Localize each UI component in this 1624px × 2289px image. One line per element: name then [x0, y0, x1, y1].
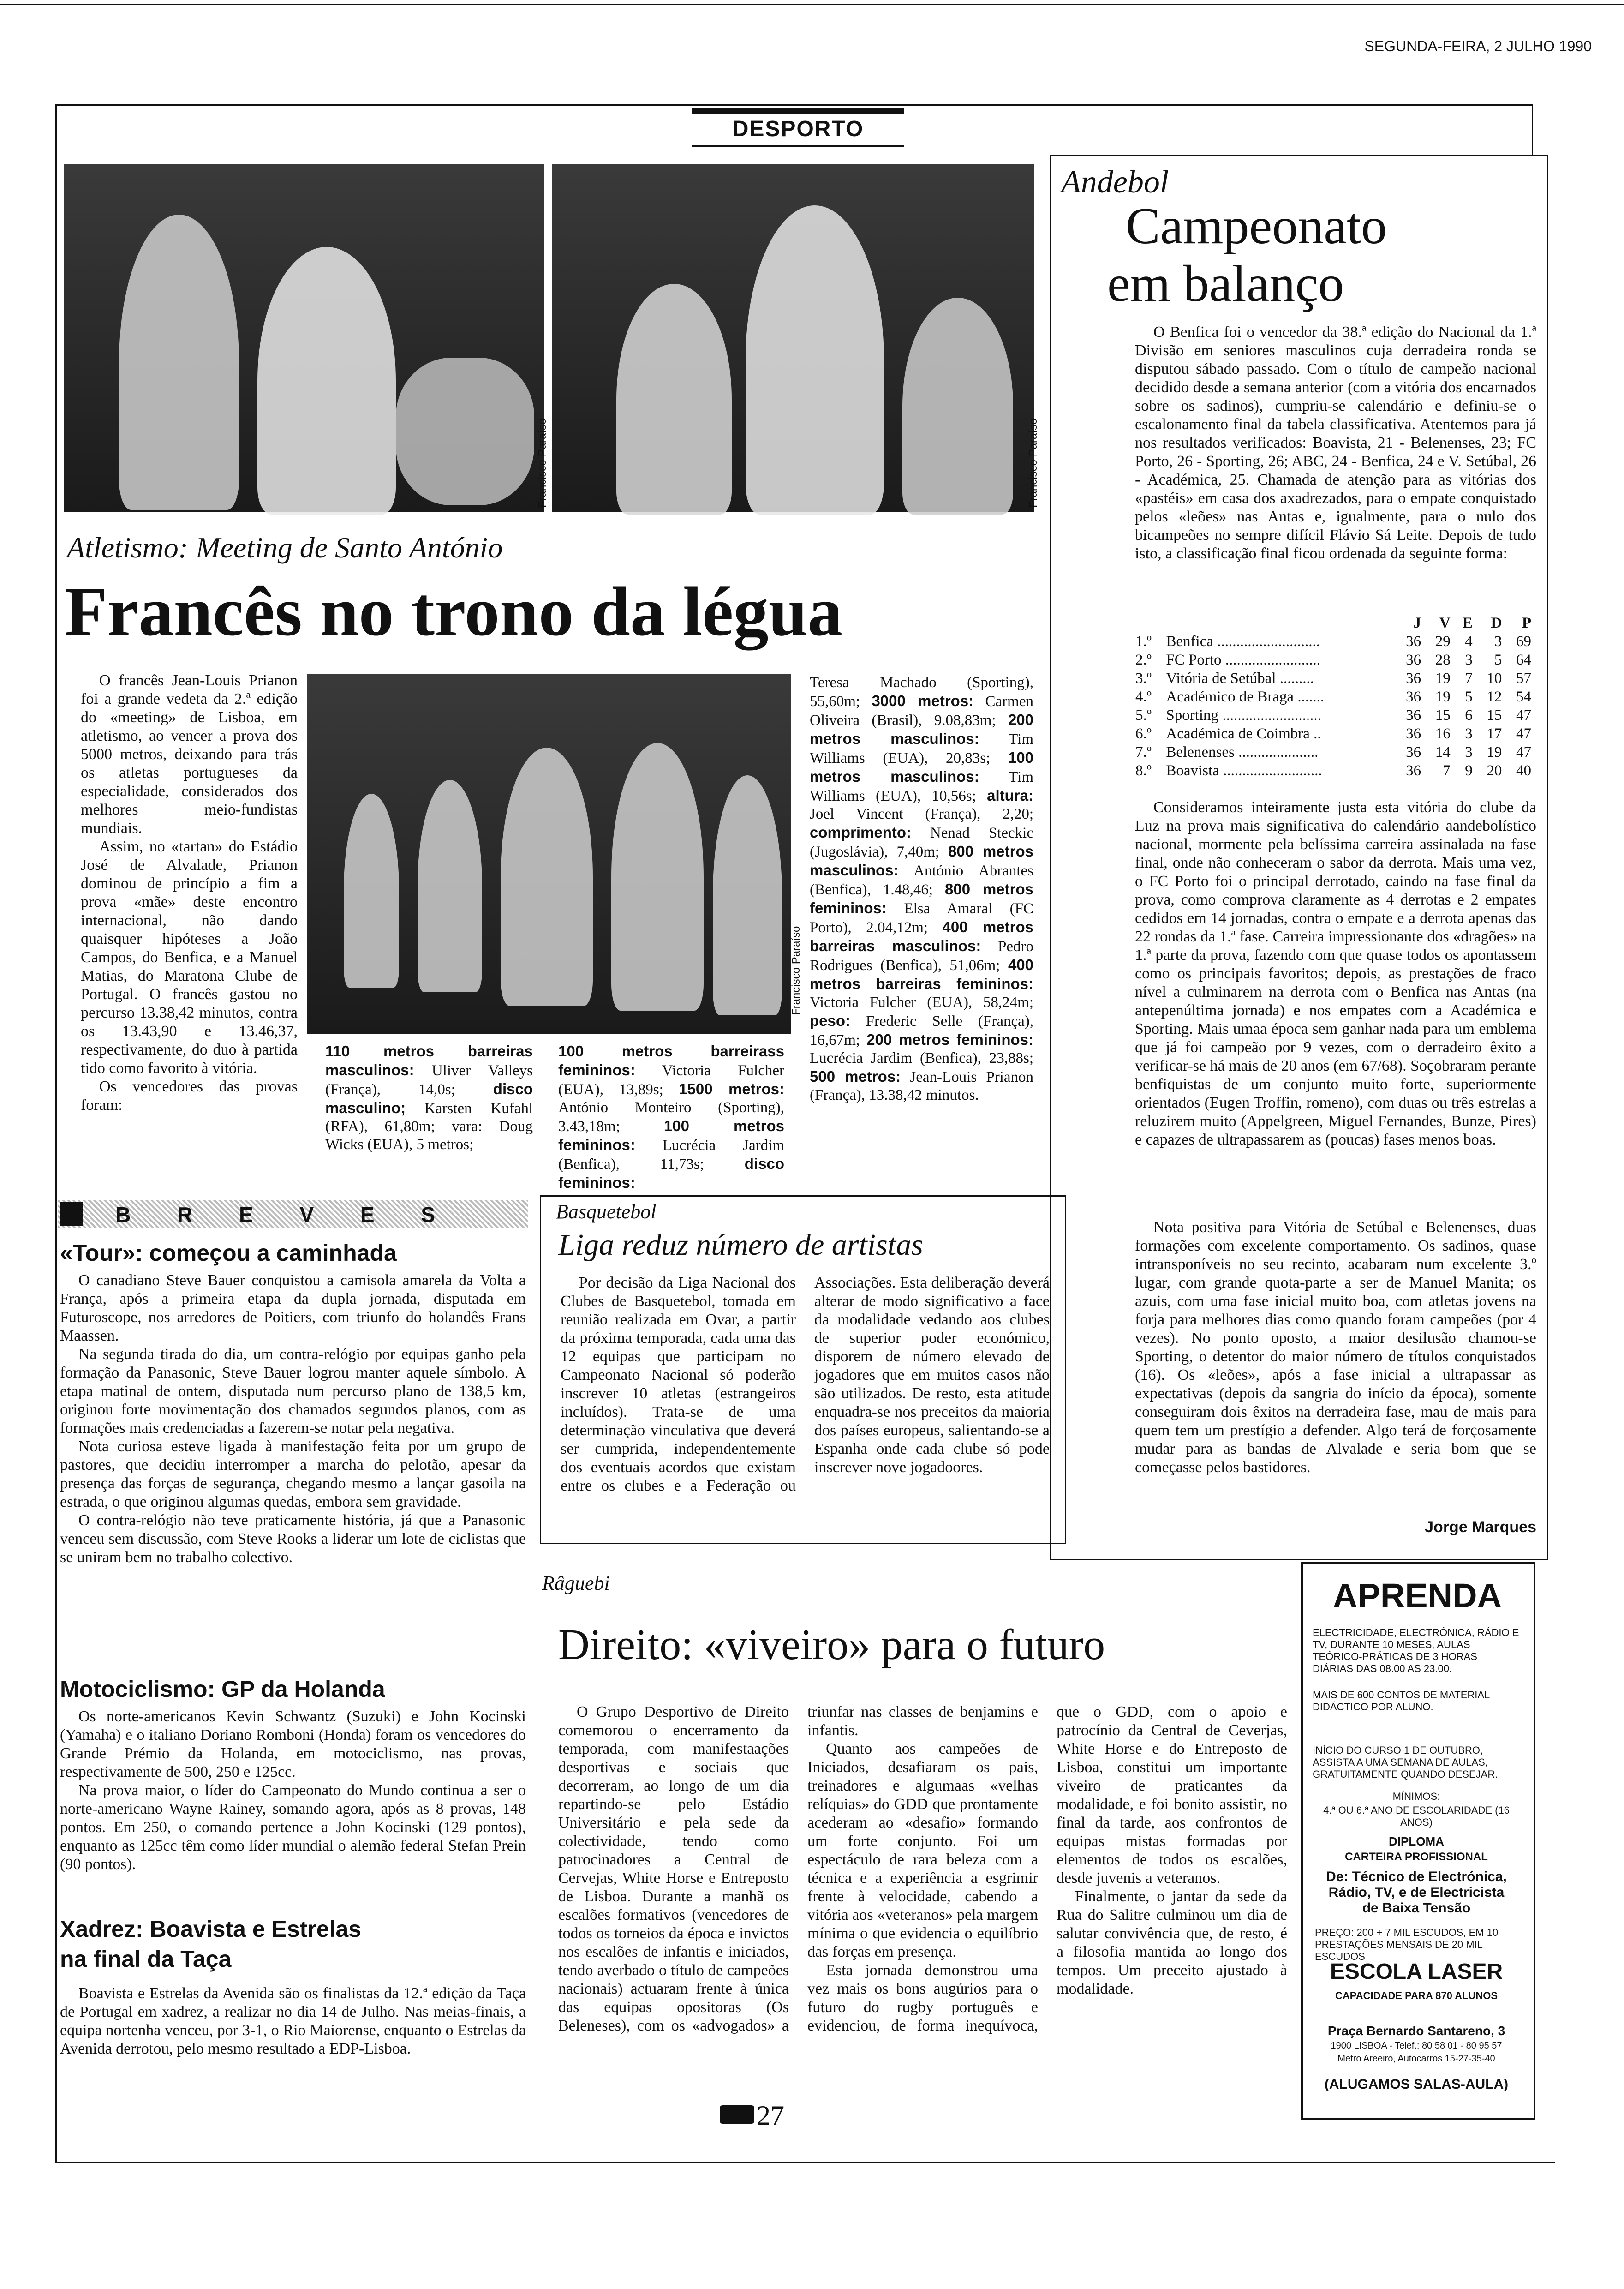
cell-v: 19: [1435, 670, 1451, 687]
leader-dots: ..........................: [1223, 762, 1322, 779]
raguebi-kicker: Râguebi: [542, 1572, 610, 1594]
cell-j: 36: [1406, 652, 1421, 668]
moto-title: Motociclismo: GP da Holanda: [60, 1676, 385, 1702]
atletismo-paragraph: O francês Jean-Louis Prianon foi a grande vedeta da 2.ª edição do «meeting» de Lisboa, em atletismo, ao vencer a prova dos 5000 metros, deixando para trás os atletas portugueses da especialidade, considerados dos melhores meio-fundistas mundiais.: [81, 672, 298, 837]
result-text: Teresa Machado (Sporting), 55,60m;: [810, 674, 1033, 710]
table-row: [1133, 725, 1534, 743]
frame-left: [55, 104, 57, 2163]
ad-address-3: Metro Areeiro, Autocarros 15-27-35-40: [1337, 2054, 1495, 2064]
raguebi-paragraph: Finalmente, o jantar da sede da Rua do Salitre culminou um dia de salutar convivência que, de resto, é a filosofia mantida ao longo dos tempos. Um preceito ajustado à modalidade.: [1057, 1888, 1287, 1997]
result-event: 500 metros:: [810, 1068, 901, 1085]
photo-credit-2: Francisco Paraíso: [1027, 418, 1039, 508]
atletismo-body: [81, 671, 298, 1115]
cell-team: [1163, 743, 1394, 761]
cell-j: 36: [1406, 725, 1421, 742]
col-v: V: [1439, 615, 1451, 631]
tour-body: [60, 1271, 526, 1567]
atletismo-title: Francês no trono da légua: [65, 573, 843, 650]
result-text: António Abrantes (Benfica), 1.48,46;: [810, 863, 1033, 898]
raguebi-paragraph: Quanto aos campeões de Iniciados, desafiaram os pais, treinadores e algumaas «velhas relíquias» do GDD que prontamente acederam ao «desafio» formando um forte conjunto. Foi um espectáculo de rara beleza com a técnica e a experiência a esgrimir frente à velocidade, cabendo a vitória aos «veteranos» pela margem mínima o que evidencia o equilíbrio das forças em presença.: [807, 1740, 1038, 1960]
cell-e: 4: [1465, 633, 1473, 650]
cell-team: [1163, 706, 1394, 725]
result-text: Pedro Rodrigues (Benfica), 51,06m;: [810, 938, 1033, 974]
tour-paragraph: Nota curiosa esteve ligada à manifestação feita por um grupo de pastores, que decidiu interromper a marcha do pelotão, apesar da presença das forças de segurança, chegando mesmo a lançar gasoila na estrada, o que originou algumas quedas, embora sem gravidade.: [60, 1438, 526, 1510]
cell-pos: 8.º: [1135, 762, 1152, 779]
cell-d: 17: [1487, 725, 1502, 742]
cell-p: 57: [1516, 670, 1531, 687]
col-j: J: [1413, 615, 1421, 631]
photo-credit-race: Francisco Paraíso: [790, 926, 802, 1015]
result-event: disco masculino;: [325, 1080, 533, 1116]
cell-team: [1163, 761, 1394, 780]
result-text: Lucrécia Jardim (Benfica), 23,88s;: [810, 1050, 1033, 1067]
result-event: 200 metros masculinos:: [810, 711, 1033, 747]
ad-line-3: INÍCIO DO CURSO 1 DE OUTUBRO, ASSISTA A UMA SEMANA DE AULAS, GRATUITAMENTE QUANDO DESEJAR.: [1313, 1744, 1498, 1780]
team-name: Benfica: [1166, 633, 1213, 650]
atletismo-paragraph: Assim, no «tartan» do Estádio José de Alvalade, Prianon dominou de princípio a fim a prova «mãe» deste encontro internacional, não dando quaisquer hipóteses a João Campos, do Benfica, e a Manuel Matias, do Maratona Clube de Portugal. O francês gastou no percurso 13.38,42 minutos, contra os 13.43,90 e 13.46,37, respectivamente, do duo à partida tido como favorito à vitória.: [81, 838, 298, 1077]
cell-e: 6: [1465, 707, 1473, 724]
frame-bottom: [55, 2162, 1555, 2163]
ad-school: ESCOLA LASER: [1330, 1959, 1503, 1984]
leader-dots: ...........................: [1217, 633, 1320, 650]
result-text: Karsten Kufahl (RFA), 61,80m; vara: Doug Wicks (EUA), 5 metros;: [325, 1100, 533, 1153]
leader-dots: ..: [1314, 725, 1321, 742]
cell-v: 29: [1435, 633, 1451, 650]
result-text: Victoria Fulcher (EUA), 13,89s;: [558, 1062, 784, 1098]
result-text: Elsa Amaral (FC Porto), 2.04,12m;: [810, 900, 1033, 936]
basquetebol-kicker: Basquetebol: [556, 1200, 657, 1223]
cell-v: 15: [1435, 707, 1451, 724]
table-row: [1133, 669, 1534, 688]
cell-p: 40: [1516, 762, 1531, 779]
team-name: Académica de Coimbra: [1166, 725, 1310, 742]
cell-e: 9: [1465, 762, 1473, 779]
cell-p: 64: [1516, 652, 1531, 668]
ad-min-label: MÍNIMOS:: [1392, 1791, 1440, 1802]
andebol-intro: O Benfica foi o vencedor da 38.ª edição do Nacional da 1.ª Divisão em seniores masculinos cuja derradeira ronda se disputou sábado passado. Com o título de campeão nacional decidido desde a semana anterior (com a vitória dos encarnados sobre os sadinos), cumpriu-se calendário e definiu-se o escalonamento final da tabela classificativa. Atentemos para já nos resultados verificados: Boavista, 21 - Belenenses, 23; FC Porto, 26 - Sporting, 26; ABC, 24 - Benfica, 24 e V. Setúbal, 26 - Académica, 25. Chamada de atenção para as vitórias dos «pastéis» em casa dos axadrezados, para o empate conquistado pelos «leões» nas Antas e, igualmente, para o nulo dos bicampeões no sempre difícil Flávio Sá Leite. Depois de tudo isto, a classificação final ficou ordenada da seguinte forma:: [1135, 324, 1536, 562]
result-event: peso:: [810, 1012, 851, 1029]
xadrez-paragraph: Boavista e Estrelas da Avenida são os finalistas da 12.ª edição da Taça de Portugal em xadrez, a realizar no dia 14 de Julho. Nas meias-finais, a equipa nortenha venceu, por 3-1, o Rio Maiorense, enquanto o Estrelas da Avenida derrotou, pelo mesmo resultado a EDP-Lisboa.: [60, 1985, 526, 2057]
leader-dots: .....................: [1238, 744, 1319, 761]
cell-team: [1163, 632, 1394, 651]
raguebi-title: Direito: «viveiro» para o futuro: [558, 1621, 1105, 1669]
basquetebol-paragraph: Por decisão da Liga Nacional dos Clubes de Basquetebol, tomada em reunião realizada em Ovar, a partir da próxima temporada, cada uma das 12 equipas que participam no Campeonato Nacional só poderão inscrever 10 atletas (estrangeiros incluídos). Trata-se de uma determinação vinculativa que deverá ser cumprida, independentemente dos eventuais acordos que existam entre os clubes e a Federação ou Associações. Esta deliberação deverá alterar de modo significativo a face da modalidade vedando aos clubes de superior poder económico, disporem de número elevado de jogadores que em muitos casos não são utilizados. De resto, esta atitude enquadra-se nos preceitos da maioria dos países europeus, salientando-se a Espanha onde cada clube só pode inscrever nove jogadoores.: [561, 1274, 1050, 1494]
table-row: [1133, 651, 1534, 669]
table-row: [1133, 761, 1534, 780]
col-e: E: [1462, 615, 1473, 631]
result-event: 200 metros femininos:: [866, 1031, 1033, 1048]
newspaper-logo-icon: [720, 2105, 754, 2124]
team-name: FC Porto: [1166, 652, 1222, 668]
cell-e: 3: [1465, 652, 1473, 668]
cell-d: 3: [1494, 633, 1502, 650]
cell-p: 47: [1516, 707, 1531, 724]
ad-diploma: DIPLOMA: [1389, 1834, 1444, 1848]
result-event: 800 metros masculinos:: [810, 843, 1033, 879]
frame-right-top: [1532, 104, 1533, 155]
cell-team: [1163, 651, 1394, 669]
table-row: [1133, 743, 1534, 761]
cell-d: 12: [1487, 689, 1502, 705]
ad-de: De: Técnico de Electrónica, Rádio, TV, e de Electricista de Baixa Tensão: [1326, 1869, 1507, 1916]
cell-pos: 4.º: [1135, 689, 1152, 705]
cell-j: 36: [1406, 689, 1421, 705]
ad-headline: APRENDA: [1333, 1576, 1502, 1615]
ad-preco: PREÇO: 200 + 7 MIL ESCUDOS, EM 10 PRESTAÇÕES MENSAIS DE 20 MIL ESCUDOS: [1315, 1927, 1499, 1962]
cell-pos: 1.º: [1135, 633, 1152, 650]
cell-team: [1163, 725, 1394, 743]
section-label: DESPORTO: [732, 117, 864, 141]
result-event: altura:: [987, 787, 1033, 804]
team-name: Sporting: [1166, 707, 1219, 724]
cell-p: 47: [1516, 744, 1531, 761]
results-col-3: [810, 674, 1033, 1172]
result-text: Lucrécia Jardim (Benfica), 11,73s;: [558, 1137, 784, 1173]
cell-j: 36: [1406, 762, 1421, 779]
team-name: Boavista: [1166, 762, 1219, 779]
table-row: [1133, 632, 1534, 651]
result-text: Tim Williams (EUA), 10,56s;: [810, 769, 1033, 804]
result-event: 800 metros femininos:: [810, 881, 1034, 917]
ad-line-1: ELECTRICIDADE, ELECTRÓNICA, RÁDIO E TV, DURANTE 10 MESES, AULAS TEÓRICO-PRÁTICAS DE 3 HORAS DIÁRIAS DAS 08.00 AS 23.00.: [1313, 1627, 1519, 1674]
photo-credit-1: Francisco Paraíso: [536, 418, 549, 508]
andebol-standings-table: [1133, 614, 1534, 780]
page-number: 27: [757, 2100, 784, 2131]
result-text: Uliver Valleys (França), 14,0s;: [325, 1062, 533, 1098]
team-name: Belenenses: [1166, 744, 1235, 761]
cell-j: 36: [1406, 707, 1421, 724]
atletismo-paragraph: Os vencedores das provas foram:: [81, 1078, 298, 1114]
andebol-body-1: Consideramos inteiramente justa esta vitória do clube da Luz na prova mais significativa do calendário aandebolístico nacional, mormente pela belíssima carreira assinalada na fase final, onde não conheceram o sabor da derrota. Mais uma vez, o FC Porto foi o principal derrotado, caindo na fase final da prova, como comprova claramente as 4 derrotas e 2 empates cedidos em 14 jornadas, contra o empate e a derrota apenas das 22 rondas da 1.ª fase. Carreira impressionante dos «dragões» na 1.ª parte da prova, fazendo com que quase todos os apontassem como os principais favoritos; depois, as prestações de fraco nível a culminarem na derrota com o Benfica nas Antas (na antepenúltima jornada) e nos empates com a Académica e Sporting. Mais umaa época sem ganhar nada para um emblema que já foi campeão por 9 vezes, com o derradeiro êxito a verificar-se há mais de 20 anos (em 67/68). Soçobraram perante benfiquistas de um conjunto muito forte, superiormente orientados (Eugen Troffin, romeno), com duas ou três estrelas a reluzirem muito (Appelgreen, Miguel Fernandes, Bunze, Pires) e capazes de ultrapassarem as (poucas) fases menos boas.: [1135, 799, 1536, 1148]
tour-paragraph: Na segunda tirada do dia, um contra-relógio por equipas ganho pela formação da Panasonic, Steve Bauer logrou manter aquele símbolo. A etapa matinal de ontem, disputada num percurso plano de 138,5 km, originou forte movimentação dos chamados segundos planos, com as formações mais credenciadas a fazerem-se notar pela negativa.: [60, 1346, 526, 1437]
basquetebol-body: [561, 1274, 1050, 1532]
ad-capacidade: CAPACIDADE PARA 870 ALUNOS: [1335, 1990, 1498, 2001]
xadrez-title-2: na final da Taça: [60, 1946, 232, 1972]
leader-dots: .........: [1279, 670, 1314, 687]
leader-dots: .......: [1297, 689, 1325, 705]
section-underline: [692, 145, 904, 147]
result-event: 100 metros masculinos:: [810, 749, 1033, 785]
andebol-kicker: Andebol: [1061, 164, 1169, 200]
breves-label: B R E V E S: [115, 1203, 456, 1227]
cell-pos: 2.º: [1135, 652, 1152, 668]
cell-pos: 6.º: [1135, 725, 1152, 742]
team-name: Vitória de Setúbal: [1166, 670, 1276, 687]
ad-address-2: 1900 LISBOA - Telef.: 80 58 01 - 80 95 57: [1331, 2041, 1502, 2051]
result-text: Frederic Selle (França), 16,67m;: [810, 1013, 1033, 1049]
raguebi-paragraph: O Grupo Desportivo de Direito comemorou o encerramento da temporada, com manifestaações desportivas e sociais que decorreram, ao longo de um dia repartindo-se pelo Estádio Universitário e pela sede da colectividade, tendo como patrocinadores a Central de Cervejas, White Horse e Entreposto de Lisboa. Durante a manhã os escalões formativos (vencedores de todos os torneios da época e invictos nos escalões de infantis e iniciados, tendo averbado o título de campeões nacionais) actuaram frente à única das equipas opositoras (Os Beleneses), com os «advogados» a triunfar nas classes de benjamins e infantis.: [558, 1703, 1038, 2034]
andebol-author: Jorge Marques: [1425, 1518, 1536, 1536]
result-event: 400 metros barreiras femininos:: [810, 956, 1033, 992]
cell-p: 54: [1516, 689, 1531, 705]
cell-v: 14: [1435, 744, 1451, 761]
cell-j: 36: [1406, 670, 1421, 687]
leader-dots: ..........................: [1222, 707, 1321, 724]
cell-e: 7: [1465, 670, 1473, 687]
cell-j: 36: [1406, 744, 1421, 761]
result-text: António Monteiro (Sporting), 3.43,18m;: [558, 1099, 784, 1135]
result-text: Joel Vincent (França), 2,20;: [810, 806, 1033, 822]
result-text: Victoria Fulcher (EUA), 58,24m;: [810, 994, 1033, 1011]
andebol-title-2: em balanço: [1107, 255, 1344, 312]
result-event: 100 metros barreirass femininos:: [558, 1043, 784, 1079]
cell-d: 5: [1494, 652, 1502, 668]
cell-e: 3: [1465, 725, 1473, 742]
table-header-row: [1133, 614, 1534, 632]
result-event: 110 metros barreiras masculinos:: [325, 1043, 533, 1079]
results-col-2: [558, 1042, 785, 1191]
result-event: comprimento:: [810, 824, 912, 841]
tour-title: «Tour»: começou a caminhada: [60, 1240, 397, 1266]
tour-paragraph: O contra-relógio não teve praticamente história, já que a Panasonic venceu sem discussão, com Steve Rooks a liderar um lote de ciclistas que se uniram bem no trabalho colectivo.: [60, 1512, 526, 1566]
cell-p: 47: [1516, 725, 1531, 742]
cell-d: 15: [1487, 707, 1502, 724]
cell-v: 16: [1435, 725, 1451, 742]
result-text: Carmen Oliveira (Brasil), 9.08,83m;: [810, 693, 1033, 729]
cell-pos: 7.º: [1135, 744, 1152, 761]
moto-paragraph: Na prova maior, o líder do Campeonato do Mundo continua a ser o norte-americano Wayne Rainey, somando agora, após as 8 provas, 148 pontos. Em 250, o comando pertence a John Kocinski (129 pontos), enquanto as 125cc têm como líder mundial o alemão federal Stefan Prein (90 pontos).: [60, 1782, 526, 1873]
cell-team: [1163, 669, 1394, 688]
frame-top: [55, 104, 1532, 106]
photo-athletes-flowers: [64, 164, 544, 512]
cell-v: 19: [1435, 689, 1451, 705]
ad-carteira: CARTEIRA PROFISSIONAL: [1345, 1851, 1488, 1863]
cell-p: 69: [1516, 633, 1531, 650]
table-row: [1133, 688, 1534, 706]
cell-v: 7: [1443, 762, 1451, 779]
breves-marker: [60, 1202, 83, 1226]
result-event: disco femininos:: [558, 1155, 784, 1191]
raguebi-body: [558, 1703, 1287, 2109]
cell-j: 36: [1406, 633, 1421, 650]
ad-line-2: MAIS DE 600 CONTOS DE MATERIAL DIDÁCTICO POR ALUNO.: [1313, 1689, 1490, 1713]
cell-e: 5: [1465, 689, 1473, 705]
result-event: 3000 metros:: [872, 692, 974, 709]
moto-body: [60, 1708, 526, 1874]
table-row: [1133, 706, 1534, 725]
result-text: Jean-Louis Prianon (França), 13.38,42 minutos.: [810, 1069, 1033, 1103]
cell-d: 19: [1487, 744, 1502, 761]
basquetebol-title: Liga reduz número de artistas: [558, 1228, 923, 1262]
photo-race: [307, 674, 791, 1034]
result-event: 1500 metros:: [679, 1080, 785, 1097]
col-d: D: [1491, 615, 1502, 631]
page-date: SEGUNDA-FEIRA, 2 JULHO 1990: [1364, 38, 1592, 54]
atletismo-kicker: Atletismo: Meeting de Santo António: [67, 531, 503, 564]
cell-d: 10: [1487, 670, 1502, 687]
xadrez-body: [60, 1984, 526, 2058]
section-bar: [692, 108, 904, 114]
photo-podium: [552, 164, 1034, 512]
cell-d: 20: [1487, 762, 1502, 779]
result-text: Tim Williams (EUA), 20,83s;: [810, 731, 1033, 767]
ad-alugamos: (ALUGAMOS SALAS-AULA): [1324, 2077, 1509, 2092]
cell-pos: 5.º: [1135, 707, 1152, 724]
col-p: P: [1522, 615, 1531, 631]
cell-team: [1163, 688, 1394, 706]
ad-min-text: 4.ª OU 6.ª ANO DE ESCOLARIDADE (16 ANOS): [1323, 1804, 1510, 1828]
moto-paragraph: Os norte-americanos Kevin Schwantz (Suzuki) e John Kocinski (Yamaha) e o italiano Doriano Romboni (Honda) foram os vencedores do Grande Prémio da Holanda, em motociclismo, nas provas, respectivamente de 500, 250 e 125cc.: [60, 1708, 526, 1780]
cell-pos: 3.º: [1135, 670, 1152, 687]
raguebi-paragraph: Esta jornada demonstrou uma vez mais os bons augúrios para o futuro do rugby português e evidenciou, de forma inequívoca, que o GDD, com o apoio e patrocínio da Central de Ceverjas, White Horse e do Entreposto de Lisboa, constitui um importante viveiro de praticantes da modalidade, e foi bonito assistir, no final da tarde, aos confrontos de equipas mistas formadas por elementos de todos os escalões, desde juvenis a veteranos.: [807, 1703, 1287, 2034]
cell-v: 28: [1435, 652, 1451, 668]
andebol-title-1: Campeonato: [1126, 198, 1387, 255]
result-event: 400 metros barreiras masculinos:: [810, 918, 1033, 954]
result-event: 100 metros femininos:: [558, 1117, 785, 1153]
cell-e: 3: [1465, 744, 1473, 761]
result-text: Nenad Steckic (Jugoslávia), 7,40m;: [810, 825, 1033, 860]
leader-dots: .........................: [1225, 652, 1320, 668]
team-name: Académico de Braga: [1166, 689, 1294, 705]
top-rule: [0, 4, 1624, 5]
xadrez-title-1: Xadrez: Boavista e Estrelas: [60, 1916, 362, 1942]
ad-address-1: Praça Bernardo Santareno, 3: [1327, 2024, 1505, 2038]
andebol-body-2: Nota positiva para Vitória de Setúbal e Belenenses, duas formações com excelente comportamento. Os sadinos, quase intransponíveis no seu recinto, acabaram num excelente 3.º lugar, com grande quota-parte a ser de Manuel Manita; os azuis, com uma fase inicial muito boa, com atletas jovens na forja para melhores dias como quando foram campeões (por 4 vezes). No ponto oposto, a maior desilusão chamou-se Sporting, o detentor do maior número de títulos conquistados (16). Os «leões», após a fase inicial a ultrapassar as expectativas (depois da sangria do início da época), somente conseguiram dois êxitos na derradeira fase, mau de mais para quem tem um prestígio a defender. Algo terá de forçosamente mudar para as bandas de Alvalade e seria bom que se começasse pelos bastidores.: [1135, 1219, 1536, 1476]
results-col-1: [325, 1042, 533, 1180]
tour-paragraph: O canadiano Steve Bauer conquistou a camisola amarela da Volta a França, após a primeira etapa da dupla jornada, disputada em Futuroscope, nos arredores de Poitiers, com triunfo do holandês Frans Maassen.: [60, 1272, 526, 1344]
